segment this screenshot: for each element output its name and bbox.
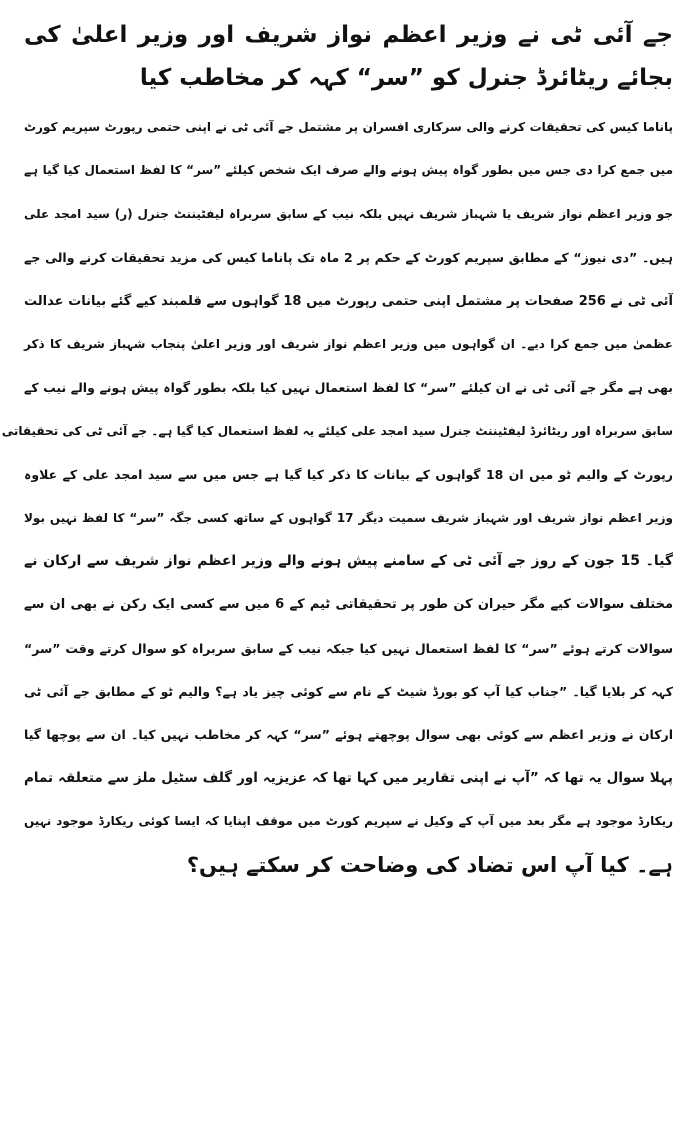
article-line: پہلا سوال یہ تھا کہ ”آپ نے اپنی تقاریر میں کہا تھا کہ عزیزیہ اور گلف سٹیل ملز سے متعلقہ تمام (24, 769, 673, 786)
article-line: آئی ٹی نے 256 صفحات پر مشتمل اپنی حتمی رپورٹ میں 18 گواہوں سے قلمبند کیے گئے بیانات عدالت (24, 293, 673, 309)
article-line: پاناما کیس کی تحقیقات کرنے والی سرکاری افسران پر مشتمل جے آئی ٹی نے اپنی حتمی رپورٹ سپریم کورٹ (24, 120, 673, 134)
article-line: عظمیٰ میں جمع کرا دیے۔ ان گواہوں میں وزیر اعظم نواز شریف اور وزیر اعلیٰ پنجاب شہباز شریف کا ذکر (24, 336, 673, 351)
article-line: مختلف سوالات کیے مگر حیران کن طور پر تحقیقاتی ٹیم کے 6 میں سے کسی ایک رکن نے بھی ان سے (24, 597, 673, 613)
article-headline: جے آئی ٹی نے وزیر اعظم نواز شریف اور وزیر اعلیٰ کی بجائے ریٹائرڈ جنرل کو ”سر“ کہہ کر مخاطب کیا (24, 22, 673, 91)
article-line: وزیر اعظم نواز شریف اور شہباز شریف سمیت دیگر 17 گواہوں کے ساتھ کسی جگہ ”سر“ کا لفظ نہیں بولا (24, 510, 673, 525)
article-line: سابق سربراہ اور ریٹائرڈ لیفٹیننٹ جنرل سید امجد علی کیلئے یہ لفظ استعمال کیا گیا ہے۔ جے آئی ٹی کی تحقیقاتی (1, 423, 673, 438)
article-line: ارکان نے وزیر اعظم سے کوئی بھی سوال پوچھتے ہوئے ”سر“ کہہ کر مخاطب نہیں کیا۔ ان سے پوچھا گیا (24, 727, 673, 743)
article-line: بھی ہے مگر جے آئی ٹی نے ان کیلئے ”سر“ کا لفظ استعمال نہیں کیا بلکہ بطور گواہ پیش ہونے والے نیب کے (24, 380, 673, 396)
article-line: جو وزیر اعظم نواز شریف یا شہباز شریف نہیں بلکہ نیب کے سابق سربراہ لیفٹیننٹ جنرل (ر) سید امجد علی (24, 206, 673, 221)
article-line: ہے۔ کیا آپ اس تضاد کی وضاحت کر سکتے ہیں؟ (186, 852, 673, 877)
article-body (1, 106, 674, 887)
article-line: میں جمع کرا دی جس میں بطور گواہ پیش ہونے والے صرف ایک شخص کیلئے ”سر“ کا لفظ استعمال کیا گیا ہے (24, 163, 673, 178)
article-line: رپورٹ کے والیم ٹو میں ان 18 گواہوں کے بیانات کا ذکر کیا گیا ہے جس میں سے سید امجد علی کے علاوہ (24, 467, 674, 483)
article-line: گیا۔ 15 جون کے روز جے آئی ٹی کے سامنے پیش ہونے والے وزیر اعظم نواز شریف سے ارکان نے (24, 552, 673, 569)
article-line: سوالات کرتے ہوئے ”سر“ کا لفظ استعمال نہیں کیا جبکہ نیب کے سابق سربراہ کو سوال کرتے وقت ”سر“ (24, 640, 673, 656)
article-line: ریکارڈ موجود ہے مگر بعد میں آپ کے وکیل نے سپریم کورٹ میں موقف اپنایا کہ ایسا کوئی ریکارڈ موجود نہیں (24, 814, 673, 829)
article-line: کہہ کر بلایا گیا۔ ”جناب کیا آپ کو بورڈ شیٹ کے نام سے کوئی چیز یاد ہے؟ والیم ٹو کے مطابق جے آئی ٹی (24, 684, 673, 700)
article-line: ہیں۔ ”دی نیوز“ کے مطابق سپریم کورٹ کے حکم پر 2 ماہ تک پاناما کیس کی مزید تحقیقات کرنے والی جے (24, 250, 673, 266)
